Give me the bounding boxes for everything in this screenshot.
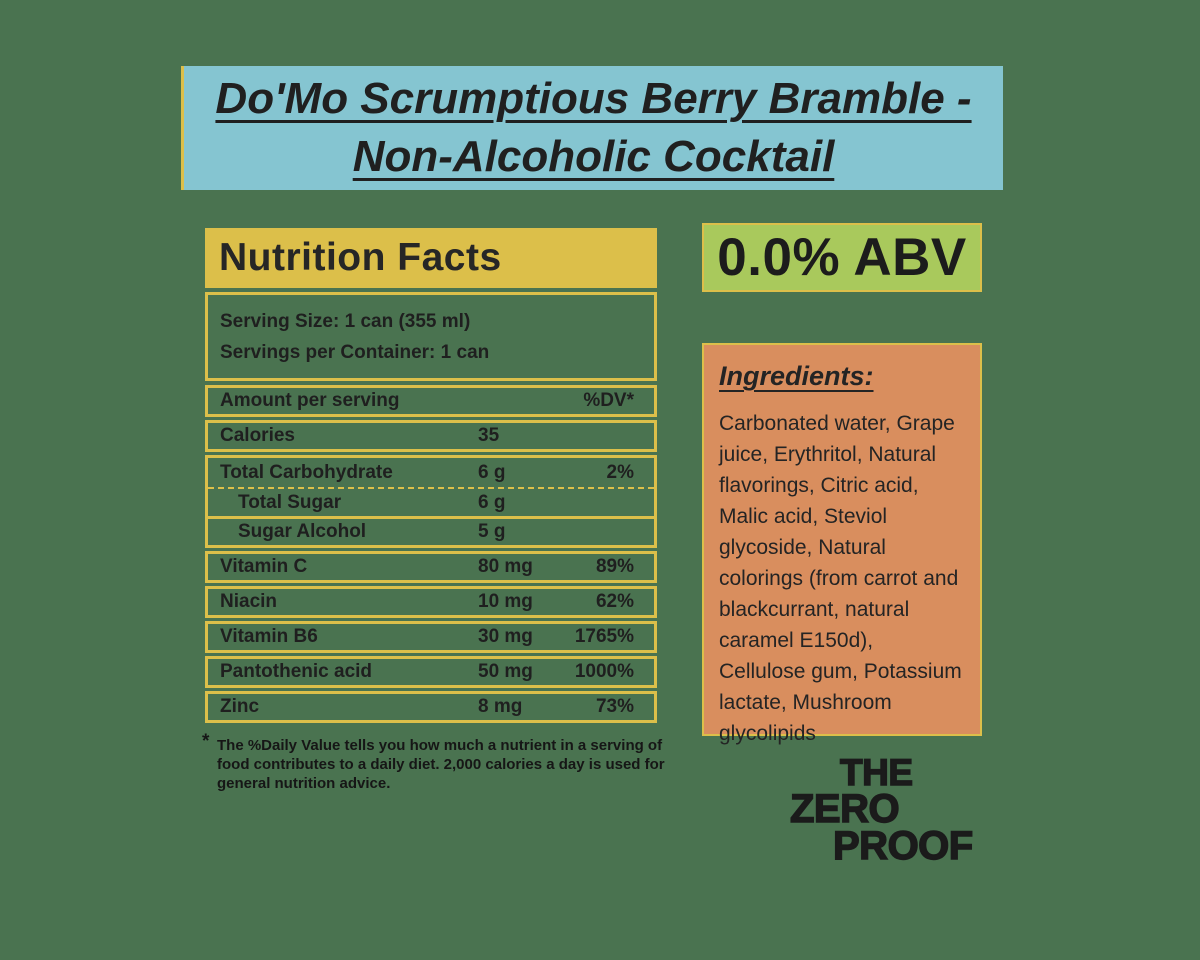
product-title [215,70,971,186]
product-title-banner [181,66,1003,190]
nutrient-amount: 8 mg [478,696,523,717]
nutrient-dv: 2% [606,461,634,483]
nutrient-amount: 6 g [478,491,506,513]
nutrient-dv: 1000% [574,661,634,682]
footnote-asterisk: * [202,731,210,752]
nutrient-amount: 50 mg [478,661,533,682]
nutrient-amount: 5 g [478,521,506,542]
nutrition-facts-panel [202,228,665,792]
nutrient-name: Zinc [220,696,260,717]
table-header-row [205,385,657,417]
table-row-niacin [205,586,657,618]
daily-value-footnote [200,731,668,793]
nutrient-name: Niacin [220,591,278,612]
nutrient-dv: 1765% [574,626,634,647]
table-row-pantothenic-acid [205,656,657,688]
carbohydrate-group [205,455,657,548]
table-row-sugar-alcohol [208,516,654,545]
product-title-line1: Do'Mo Scrumptious Berry Bramble - [215,73,972,123]
logo-line-zero: ZERO [790,787,900,831]
logo-line-the: THE [840,752,913,793]
nutrient-dv: 73% [595,696,634,717]
nutrient-name: Total Sugar [238,491,342,513]
table-row-vitamin-c [205,551,657,583]
nutrient-amount: 30 mg [478,626,533,647]
nutrient-amount: 80 mg [478,556,533,577]
nutrient-name: Pantothenic acid [220,661,373,682]
table-row-calories [205,420,657,452]
nutrition-facts-title: Nutrition Facts [205,228,657,288]
logo-line-proof: PROOF [833,824,973,868]
nutrition-table [205,385,657,723]
dv-header: %DV* [583,390,634,411]
product-title-line2: Non-Alcoholic Cocktail [352,132,835,181]
nutrient-amount: 35 [478,425,500,446]
nutrient-dv: 62% [595,591,634,612]
nutrient-name: Vitamin B6 [220,626,318,647]
the-zero-proof-logo [790,752,990,868]
table-row-total-sugar [208,487,654,516]
nutrient-name: Total Carbohydrate [220,461,393,483]
nutrient-amount: 6 g [478,461,506,483]
ingredients-title: Ingredients: [719,361,874,391]
table-row-zinc [205,691,657,723]
ingredients-panel [702,343,982,745]
footnote-text: The %Daily Value tells you how much a nutrient in a serving of food contributes to a daily diet. 2,000 calories a day is used for general nutrition advice. [217,737,665,792]
nutrient-name: Sugar Alcohol [238,521,367,542]
nutrient-dv: 89% [595,556,634,577]
serving-size: Serving Size: 1 can (355 ml) [220,311,471,332]
serving-info-box [205,292,657,381]
ingredients-list: Carbonated water, Grape juice, Erythritol, Natural flavorings, Citric acid, Malic acid, Steviol glycoside, Natural colorings (from carrot and blackcurrant, natural caramel E150d), Cellulose gum, Potassium lactate, Mushroom glycolipids [719,412,962,745]
amount-per-serving-header: Amount per serving [220,390,400,411]
abv-badge: 0.0% ABV [702,223,982,292]
servings-per-container: Servings per Container: 1 can [220,342,490,363]
table-row-vitamin-b6 [205,621,657,653]
table-row-total-carbohydrate [208,458,654,487]
nutrient-amount: 10 mg [478,591,533,612]
nutrient-name: Vitamin C [220,556,308,577]
nutrient-name: Calories [220,425,295,446]
